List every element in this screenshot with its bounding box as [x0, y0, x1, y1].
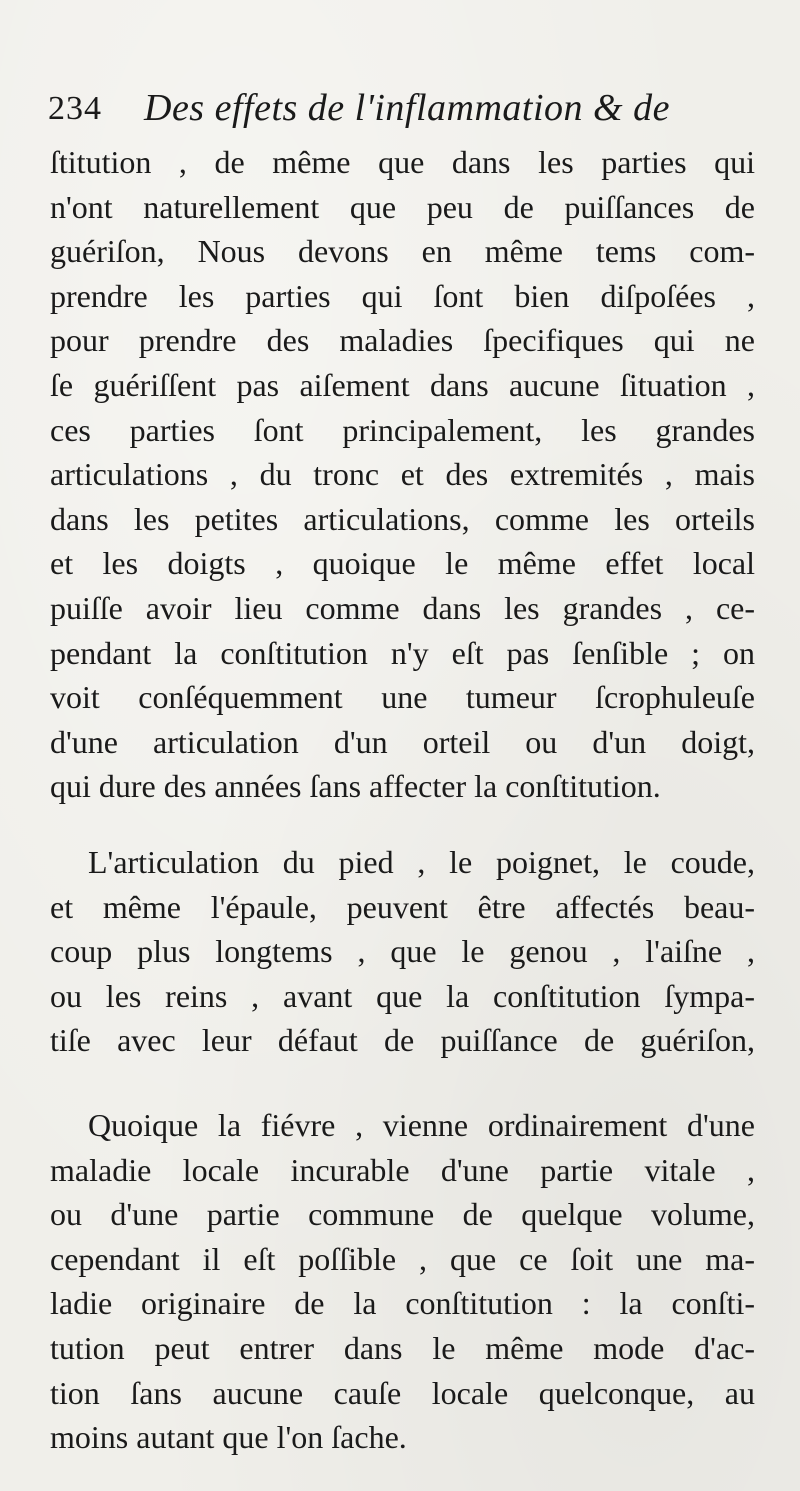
text-line: ladie originaire de la conſtitution : la conſti-: [50, 1285, 755, 1322]
text-line: pendant la conſtitution n'y eſt pas ſenſible ; on: [50, 634, 755, 671]
text-line: L'articulation du pied , le poignet, le coude,: [88, 844, 755, 880]
text-line: tiſe avec leur défaut de puiſſance de guériſon,: [50, 1022, 755, 1059]
text-line: ces parties ſont principalement, les grandes: [50, 411, 755, 448]
text-line: coup plus longtems , que le genou , l'aiſne ,: [50, 933, 755, 970]
page-number: 234: [48, 90, 102, 127]
paragraph-2: [50, 840, 755, 1063]
text-line: n'ont naturellement que peu de puiſſances de: [50, 188, 755, 225]
text-line: ou les reins , avant que la conſtitution ſympa-: [50, 977, 755, 1014]
text-line: ſtitution , de même que dans les parties qui: [50, 144, 755, 180]
text-line: et même l'épaule, peuvent être affectés beau-: [50, 888, 755, 925]
text-line: ou d'une partie commune de quelque volume,: [50, 1196, 755, 1233]
text-line: qui dure des années ſans affecter la conſtitution.: [50, 768, 661, 805]
text-line: maladie locale incurable d'une partie vitale ,: [50, 1151, 755, 1188]
text-line: puiſſe avoir lieu comme dans les grandes , ce-: [50, 589, 755, 626]
text-line: d'une articulation d'un orteil ou d'un doigt,: [50, 723, 755, 760]
text-line: et les doigts , quoique le même effet local: [50, 545, 755, 582]
text-line: tution peut entrer dans le même mode d'ac-: [50, 1329, 755, 1366]
text-line: pour prendre des maladies ſpecifiques qui ne: [50, 322, 755, 359]
text-line: voit conſéquemment une tumeur ſcrophuleuſe: [50, 679, 755, 716]
text-line: cependant il eſt poſſible , que ce ſoit une ma-: [50, 1240, 755, 1277]
page-header: [48, 84, 753, 134]
text-line: dans les petites articulations, comme les orteils: [50, 500, 755, 537]
text-line: moins autant que l'on ſache.: [50, 1419, 407, 1456]
paragraph-3: [50, 1103, 755, 1460]
text-line: Quoique la fiévre , vienne ordinairement d'une: [88, 1107, 755, 1143]
text-line: prendre les parties qui ſont bien diſpoſées ,: [50, 277, 755, 314]
text-line: tion ſans aucune cauſe locale quelconque, au: [50, 1374, 755, 1411]
text-line: ſe guériſſent pas aiſement dans aucune ſituation ,: [50, 366, 755, 403]
text-line: guériſon, Nous devons en même tems com-: [50, 233, 755, 270]
running-head: Des effets de l'inflammation & de: [144, 87, 670, 129]
text-line: articulations , du tronc et des extremités , mais: [50, 456, 755, 493]
paragraph-1: [50, 140, 755, 809]
